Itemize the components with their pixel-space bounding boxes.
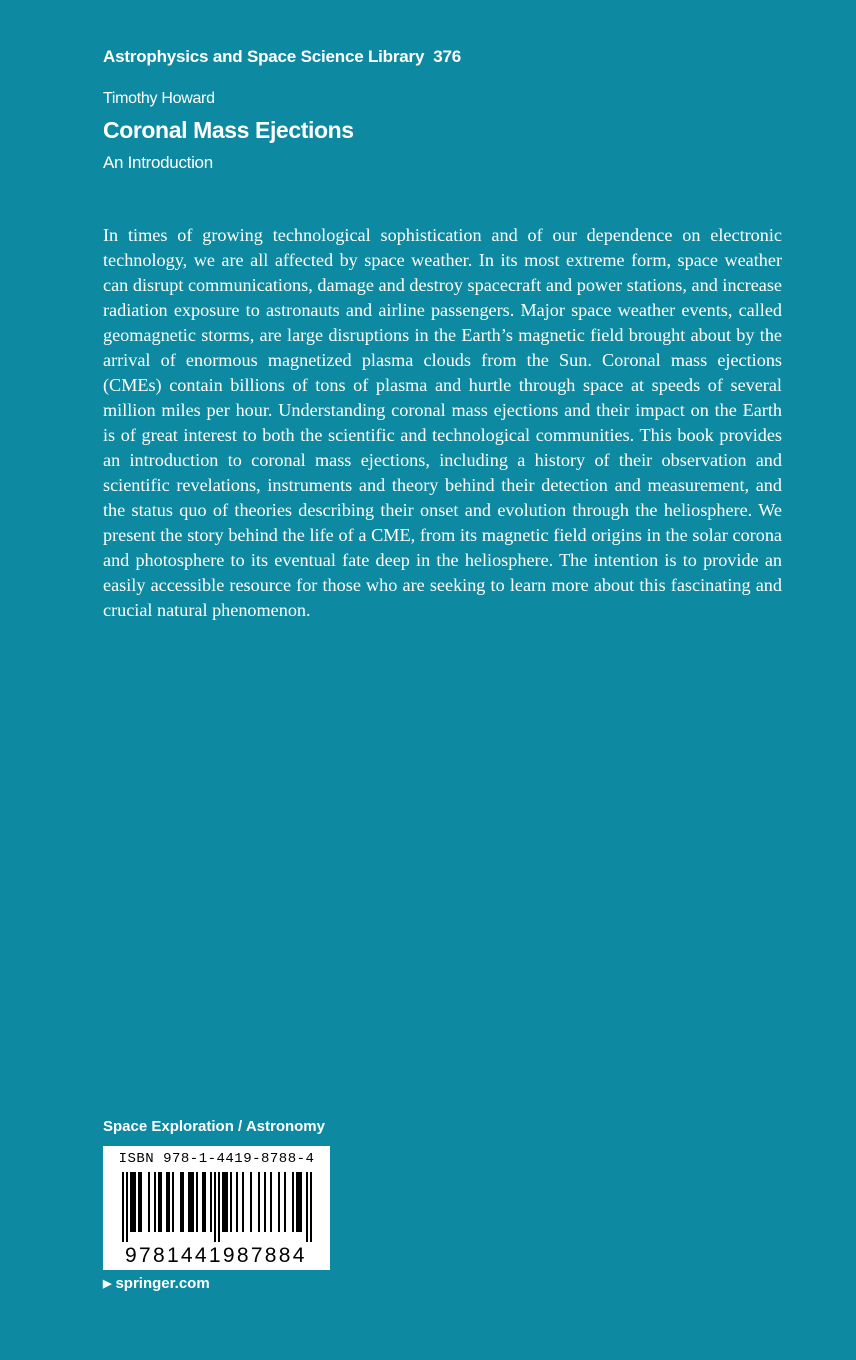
isbn-label: ISBN 978-1-4419-8788-4	[118, 1151, 315, 1167]
barcode-bar	[196, 1172, 198, 1232]
barcode-bar	[192, 1172, 194, 1232]
book-description: In times of growing technological sophistication and of our dependence on electronic technology, we are all affected by space weather. In its most extreme form, space weather can disrupt communications, damage and destroy spacecraft and power stations, and increase radiation exposure to astronauts and airline passengers. Major space weather events, called geomagnetic storms, are large disruptions in the Earth’s magnetic field brought about by the arrival of enormous magnetized plasma clouds from the Sun. Coronal mass ejections (CMEs) contain billions of tons of plasma and hurtle through space at speeds of several million miles per hour. Understanding coronal mass ejections and their impact on the Earth is of great interest to both the scientific and technological communities. This book provides an introduction to coronal mass ejections, including a history of their observation and scientific revelations, instruments and theory behind their detection and measurement, and the status quo of theories describing their onset and evolution through the heliosphere. We present the story behind the life of a CME, from its magnetic field origins in the solar corona and photosphere to its eventual fate deep in the heliosphere. The intention is to provide an easily accessible resource for those who are seeking to learn more about this fascinating and crucial natural phenomenon.	[103, 225, 782, 620]
publisher-link[interactable]	[103, 1275, 210, 1292]
barcode-bar	[158, 1172, 160, 1232]
barcode-bar	[140, 1172, 142, 1232]
barcode-bar	[226, 1172, 228, 1232]
barcode-bar	[134, 1172, 136, 1232]
barcode-bar	[160, 1172, 162, 1232]
arrow-icon: ▶	[103, 1278, 112, 1290]
barcode-bar	[284, 1172, 286, 1232]
barcode-bar	[190, 1172, 192, 1232]
subject-category: Space Exploration / Astronomy	[103, 1118, 325, 1135]
barcode-bars	[111, 1172, 322, 1242]
barcode-bar	[298, 1172, 300, 1232]
barcode-bar	[310, 1172, 312, 1242]
barcode-bar	[296, 1172, 298, 1232]
barcode-bar	[204, 1172, 206, 1232]
barcode-bar	[154, 1172, 156, 1232]
barcode-bar	[210, 1172, 212, 1232]
series-name: Astrophysics and Space Science Library	[103, 47, 425, 66]
barcode-bar	[292, 1172, 294, 1232]
barcode-bar	[300, 1172, 302, 1232]
barcode-bar	[264, 1172, 266, 1232]
publisher-url: springer.com	[115, 1275, 210, 1292]
barcode-bar	[148, 1172, 150, 1232]
barcode-bar	[126, 1172, 128, 1242]
barcode-bar	[166, 1172, 168, 1232]
barcode-bar	[218, 1172, 220, 1242]
barcode-bar	[180, 1172, 182, 1232]
barcode-bar	[188, 1172, 190, 1232]
barcode-bar	[172, 1172, 174, 1232]
series-number: 376	[433, 47, 461, 66]
barcode-bar	[306, 1172, 308, 1242]
barcode-bar	[122, 1172, 124, 1242]
barcode-bar	[258, 1172, 260, 1232]
barcode-bar	[250, 1172, 252, 1232]
series-line	[103, 47, 461, 67]
ean-digits: 9781441987884	[125, 1244, 307, 1267]
barcode-bar	[236, 1172, 238, 1232]
barcode-bar	[214, 1172, 216, 1242]
book-title: Coronal Mass Ejections	[103, 117, 354, 143]
barcode-bar	[230, 1172, 232, 1232]
barcode-bar	[270, 1172, 272, 1232]
barcode-bar	[224, 1172, 226, 1232]
barcode-bar	[138, 1172, 140, 1232]
barcode-bar	[132, 1172, 134, 1232]
barcode-bar	[222, 1172, 224, 1232]
barcode-bar	[182, 1172, 184, 1232]
barcode-bar	[130, 1172, 132, 1232]
isbn-barcode	[103, 1146, 330, 1270]
barcode-bar	[168, 1172, 170, 1232]
book-subtitle: An Introduction	[103, 153, 213, 172]
barcode-bar	[278, 1172, 280, 1232]
barcode-bar	[242, 1172, 244, 1232]
barcode-bar	[202, 1172, 204, 1232]
author-name: Timothy Howard	[103, 90, 215, 107]
